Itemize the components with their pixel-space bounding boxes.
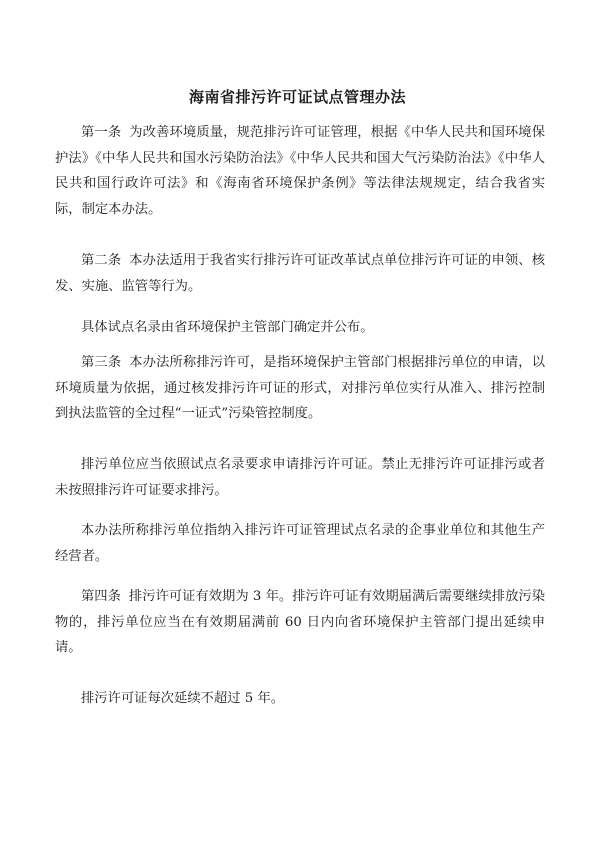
article-2-paragraph xyxy=(55,248,545,299)
article-1-text: 为改善环境质量，规范排污许可证管理，根据《中华人民共和国环境保护法》《中华人民共和国水污染防治法》《中华人民共和国大气污染防治法》《中华人民共和国行政许可法》和《海南省环境保护条例》等法律法规规定，结合我省实际，制定本办法。 xyxy=(55,125,546,217)
article-1-paragraph xyxy=(55,120,545,222)
article-2-number: 第二条 xyxy=(81,253,122,268)
renewal-limit-text: 排污许可证每次延续不超过 5 年。 xyxy=(81,691,285,706)
permit-requirement-text: 排污单位应当依照试点名录要求申请排污许可证。禁止无排污许可证排污或者未按照排污许可证要求排污。 xyxy=(55,457,545,498)
article-2-text: 本办法适用于我省实行排污许可证改革试点单位排污许可证的申领、核发、实施、监管等行为。 xyxy=(55,253,546,294)
article-4-number: 第四条 xyxy=(81,589,121,604)
article-1-number: 第一条 xyxy=(81,125,122,140)
article-3-paragraph xyxy=(55,350,545,427)
pilot-list-text: 具体试点名录由省环境保护主管部门确定并公布。 xyxy=(81,320,374,335)
article-4-text: 排污许可证有效期为 3 年。排污许可证有效期届满后需要继续排放污染物的，排污单位应当在有效期届满前 60 日内向省环境保护主管部门提出延续申请。 xyxy=(55,589,545,655)
discharger-definition-paragraph xyxy=(55,518,545,569)
discharger-definition-text: 本办法所称排污单位指纳入排污许可证管理试点名录的企事业单位和其他生产经营者。 xyxy=(55,523,545,564)
article-4-paragraph xyxy=(55,584,545,661)
document-title: 海南省排污许可证试点管理办法 xyxy=(188,88,406,106)
renewal-limit-paragraph xyxy=(55,686,545,712)
article-3-text: 本办法所称排污许可，是指环境保护主管部门根据排污单位的申请，以环境质量为依据，通过核发排污许可证的形式，对排污单位实行从准入、排污控制到执法监管的全过程“一证式”污染管控制度。 xyxy=(55,355,546,421)
permit-requirement-paragraph xyxy=(55,452,545,503)
article-3-number: 第三条 xyxy=(81,355,122,370)
pilot-list-paragraph xyxy=(55,315,545,341)
